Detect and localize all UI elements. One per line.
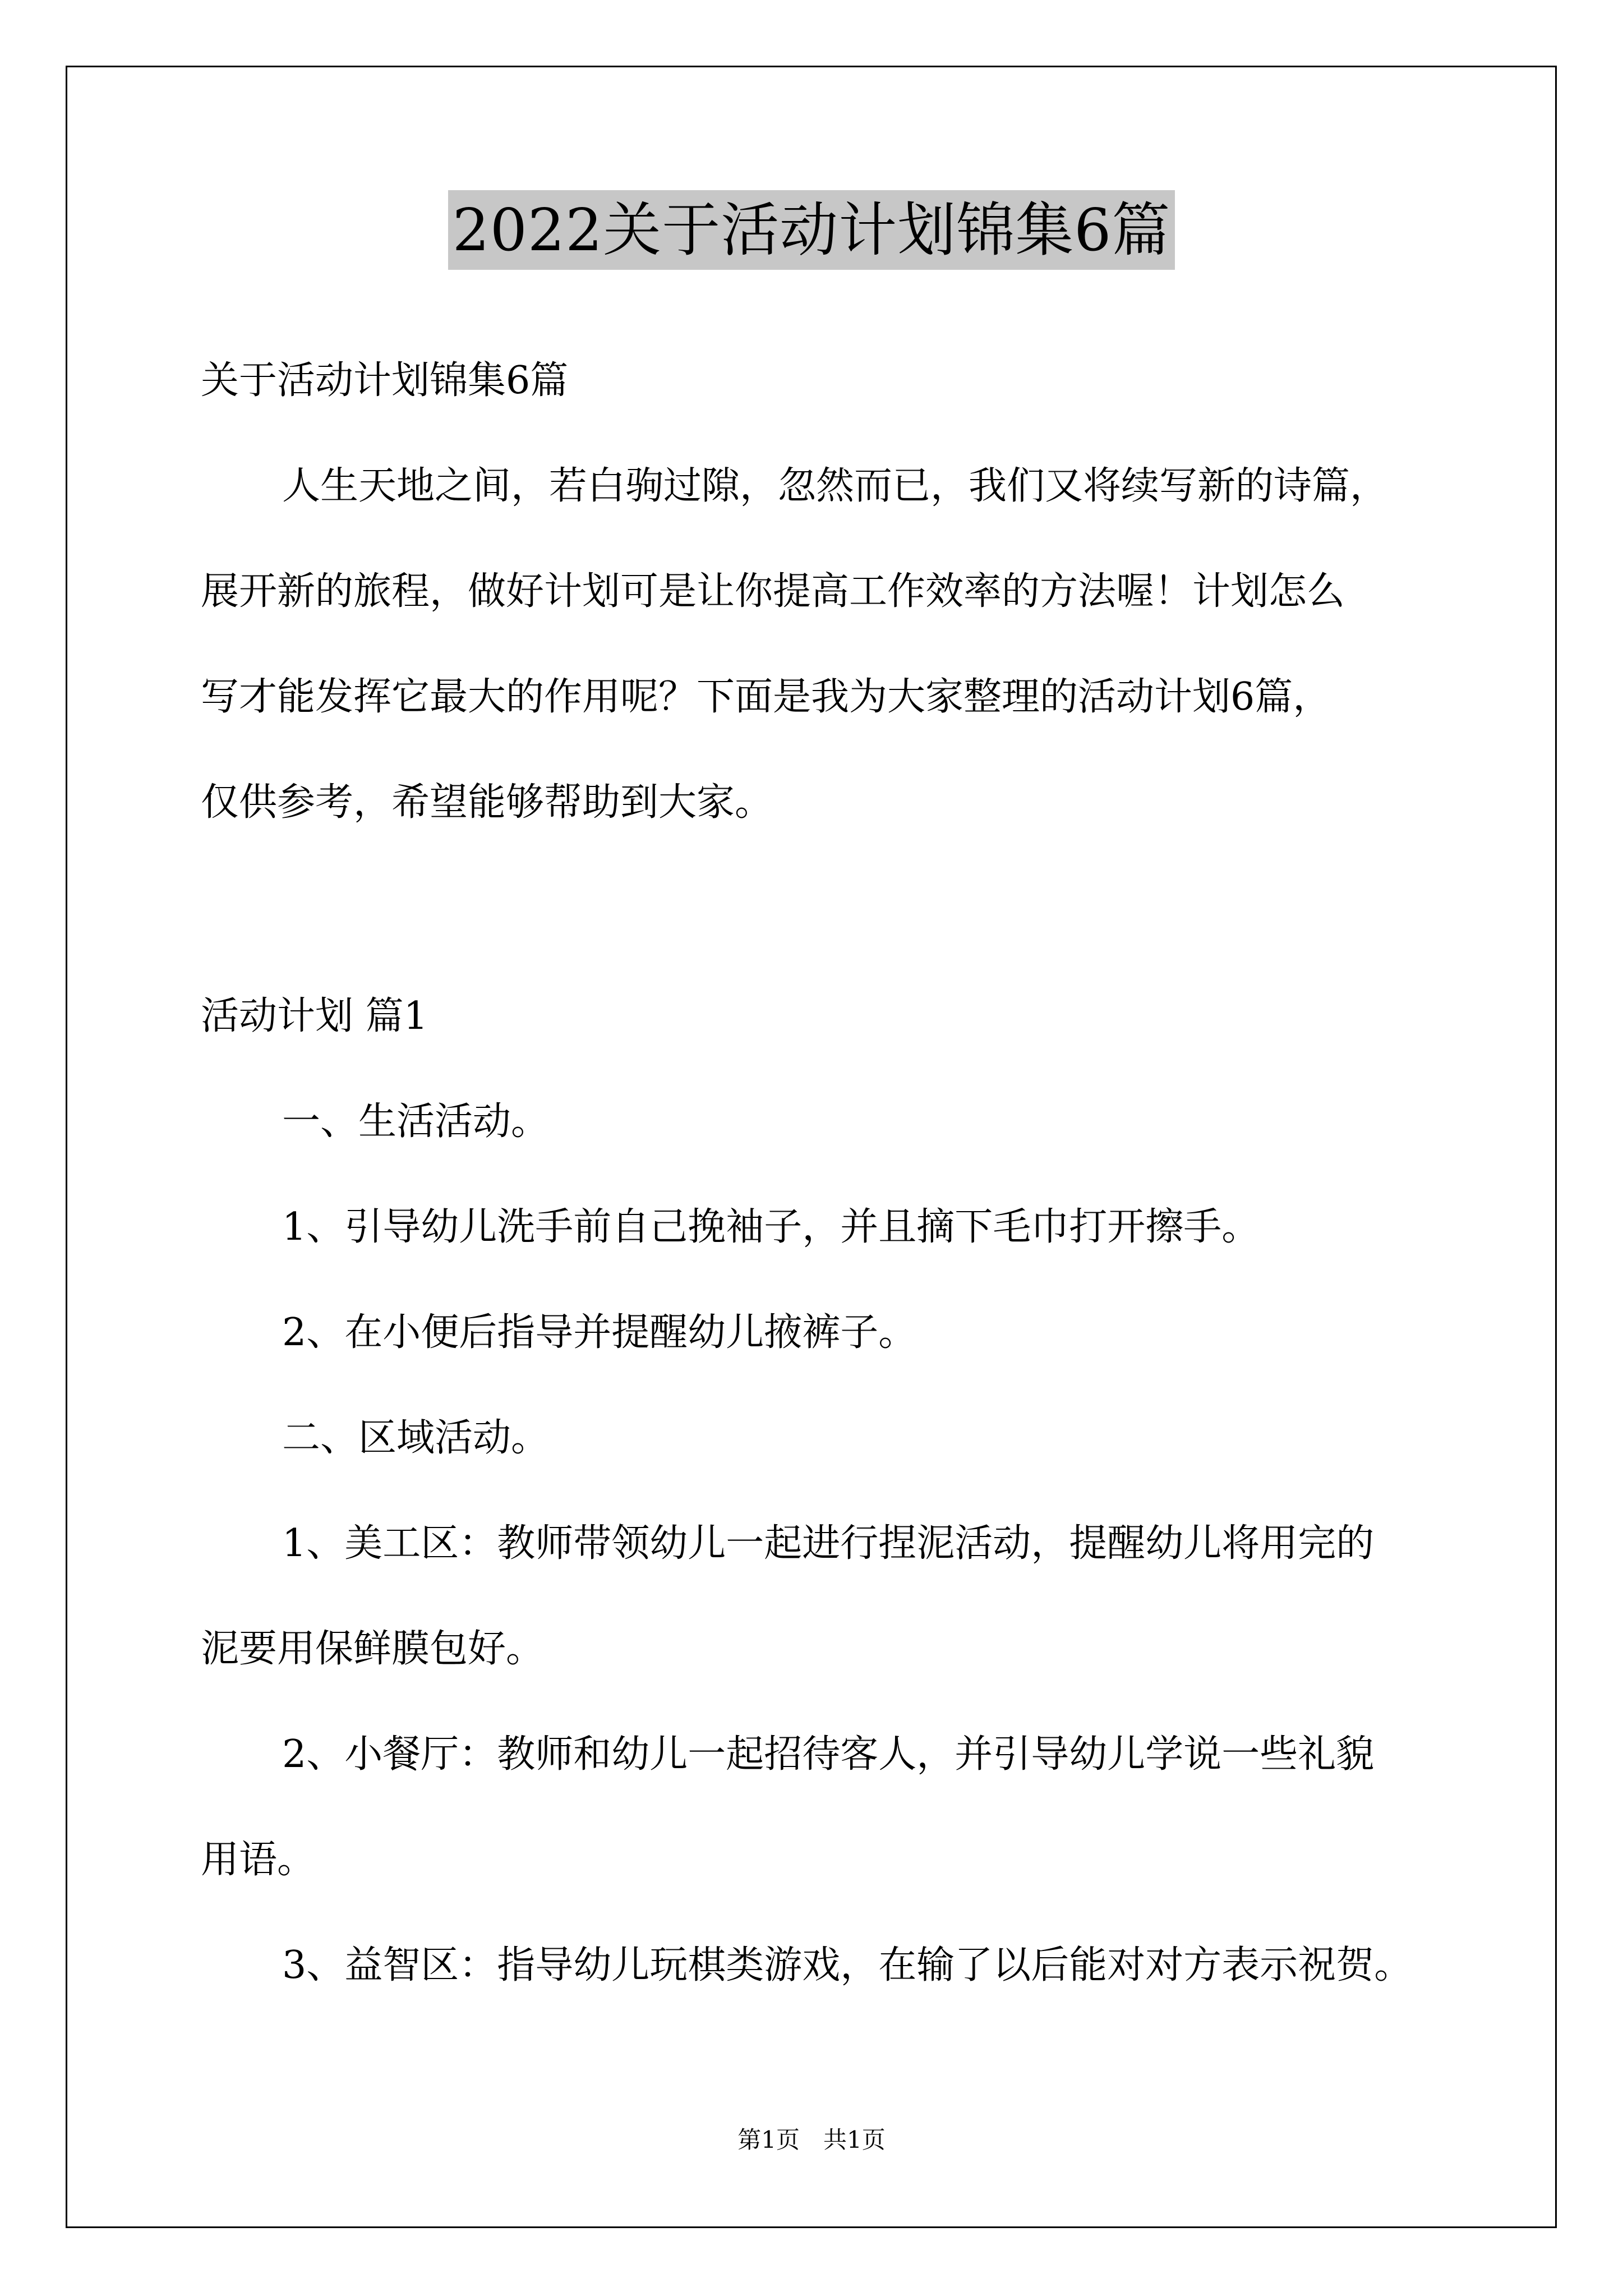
intro-line: 仅供参考，希望能够帮助到大家。 xyxy=(201,780,773,825)
document-subtitle: 关于活动计划锦集6篇 xyxy=(201,358,569,403)
section-heading: 活动计划 篇1 xyxy=(201,994,428,1038)
document-title-text: 2022关于活动计划锦集6篇 xyxy=(448,190,1175,270)
document-title xyxy=(0,194,1623,266)
plan-item: 2、小餐厅：教师和幼儿一起招待客人，并引导幼儿学说一些礼貌 xyxy=(282,1732,1375,1777)
plan-item: 泥要用保鲜膜包好。 xyxy=(201,1627,545,1671)
plan-item: 1、引导幼儿洗手前自己挽袖子，并且摘下毛巾打开擦手。 xyxy=(282,1205,1260,1249)
intro-line: 人生天地之间，若白驹过隙，忽然而已，我们又将续写新的诗篇， xyxy=(282,464,1389,508)
plan-item: 二、区域活动。 xyxy=(282,1416,550,1460)
page-footer: 第1页 共1页 xyxy=(737,2126,886,2154)
plan-item: 3、益智区：指导幼儿玩棋类游戏，在输了以后能对对方表示祝贺。 xyxy=(282,1943,1413,1987)
plan-item: 1、美工区：教师带领幼儿一起进行捏泥活动，提醒幼儿将用完的 xyxy=(282,1521,1375,1566)
intro-line: 展开新的旅程，做好计划可是让你提高工作效率的方法喔！计划怎么 xyxy=(201,569,1345,614)
intro-line: 写才能发挥它最大的作用呢？下面是我为大家整理的活动计划6篇， xyxy=(201,675,1331,719)
plan-item: 用语。 xyxy=(201,1838,316,1882)
plan-item: 一、生活活动。 xyxy=(282,1099,550,1144)
plan-item: 2、在小便后指导并提醒幼儿掖裤子。 xyxy=(282,1310,917,1355)
